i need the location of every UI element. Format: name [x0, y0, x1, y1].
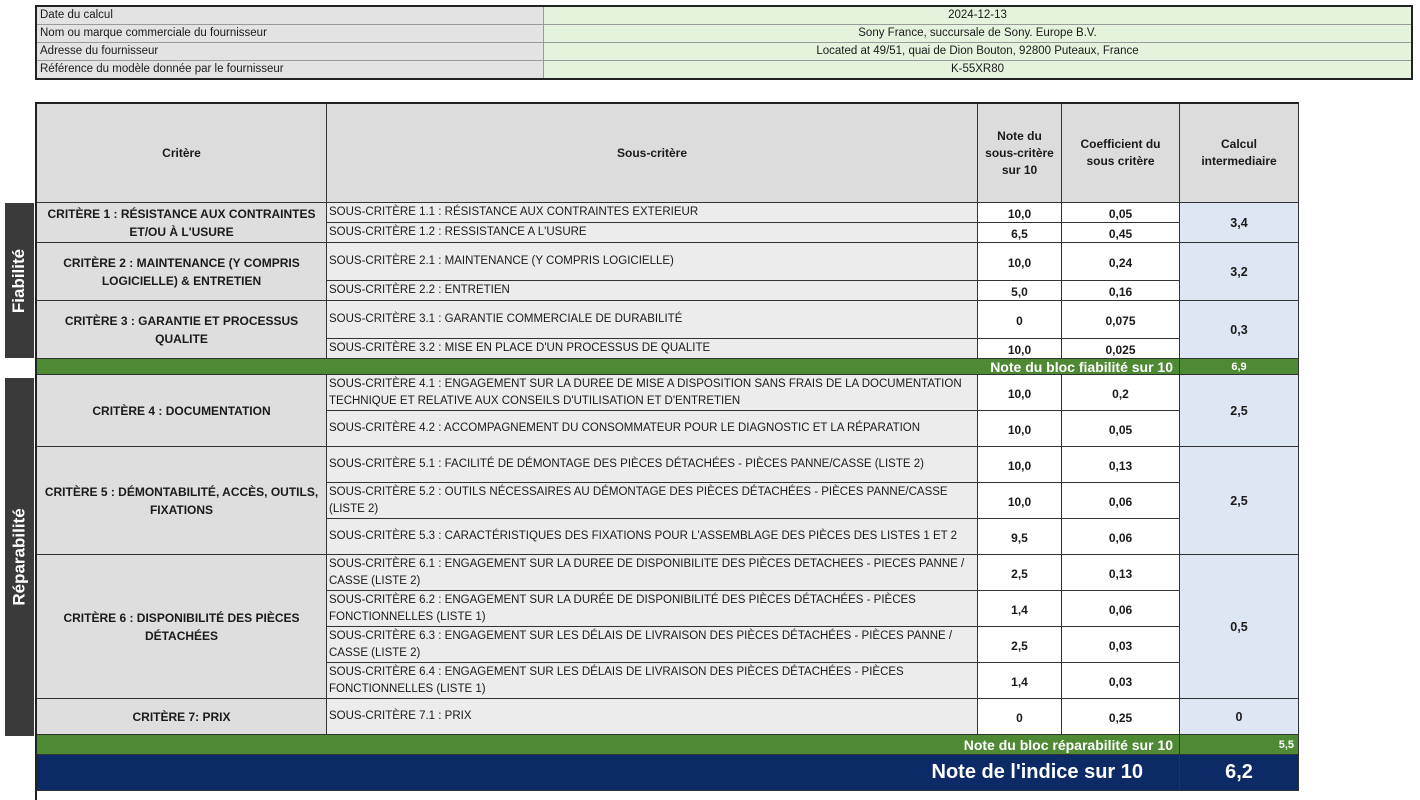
sous-critere-3-2: SOUS-CRITÈRE 3.2 : MISE EN PLACE D'UN PROCESSUS DE QUALITE: [327, 339, 978, 359]
bloc-reparabilite-label: Note du bloc réparabilité sur 10: [37, 735, 1180, 755]
info-row: [36, 61, 1412, 80]
coef-1-2: 0,45: [1062, 223, 1180, 243]
sous-critere-1-1: SOUS-CRITÈRE 1.1 : RÉSISTANCE AUX CONTRAINTES EXTERIEUR: [327, 203, 978, 223]
calcul-critere-4: 2,5: [1180, 375, 1299, 447]
coef-6-4: 0,03: [1062, 663, 1180, 699]
note-6-1: 2,5: [978, 555, 1062, 591]
info-row: [36, 43, 1412, 61]
sous-critere-1-2: SOUS-CRITÈRE 1.2 : RESSISTANCE A L'USURE: [327, 223, 978, 243]
coef-3-1: 0,075: [1062, 301, 1180, 339]
score-grid: [35, 102, 1299, 800]
fiabilite-side-label: Fiabilité: [5, 203, 34, 358]
coef-3-2: 0,025: [1062, 339, 1180, 359]
sous-critere-4-1: SOUS-CRITÈRE 4.1 : ENGAGEMENT SUR LA DUREE DE MISE A DISPOSITION SANS FRAIS DE LA DOCUMENTATION TECHNIQUE ET RELATIVE AUX CONSEILS D'UTILISATION ET D'ENTRETIEN: [327, 375, 978, 411]
indice-label: Note de l'indice sur 10: [37, 755, 1180, 791]
header-coefficient: Coefficient du sous critère: [1062, 104, 1180, 203]
bloc-reparabilite-value: 5,5: [1180, 735, 1299, 755]
calcul-critere-5: 2,5: [1180, 447, 1299, 555]
note-2-1: 10,0: [978, 243, 1062, 281]
critere-3: CRITÈRE 3 : GARANTIE ET PROCESSUS QUALITE: [37, 301, 327, 359]
note-5-3: 9,5: [978, 519, 1062, 555]
calcul-critere-1: 3,4: [1180, 203, 1299, 243]
note-1-2: 6,5: [978, 223, 1062, 243]
critere-5: CRITÈRE 5 : DÉMONTABILITÉ, ACCÈS, OUTILS, FIXATIONS: [37, 447, 327, 555]
note-4-2: 10,0: [978, 411, 1062, 447]
sous-critere-5-2: SOUS-CRITÈRE 5.2 : OUTILS NÉCESSAIRES AU DÉMONTAGE DES PIÈCES DÉTACHÉES - PIÈCES PANNE/CASSE (LISTE 2): [327, 483, 978, 519]
calcul-critere-6: 0,5: [1180, 555, 1299, 699]
sous-critere-2-1: SOUS-CRITÈRE 2.1 : MAINTENANCE (Y COMPRIS LOGICIELLE): [327, 243, 978, 281]
supplier-info-table: [35, 5, 1413, 80]
info-label: Référence du modèle donnée par le fournisseur: [36, 61, 544, 80]
coef-6-2: 0,06: [1062, 591, 1180, 627]
coef-4-2: 0,05: [1062, 411, 1180, 447]
info-value: Sony France, succursale de Sony. Europe B.V.: [544, 25, 1413, 43]
sous-critere-3-1: SOUS-CRITÈRE 3.1 : GARANTIE COMMERCIALE DE DURABILITÉ: [327, 301, 978, 339]
coef-2-2: 0,16: [1062, 281, 1180, 301]
bloc-fiabilite-label: Note du bloc fiabilité sur 10: [37, 359, 1180, 375]
calcul-critere-3: 0,3: [1180, 301, 1299, 359]
critere-7: CRITÈRE 7: PRIX: [37, 699, 327, 735]
note-6-2: 1,4: [978, 591, 1062, 627]
sous-critere-2-2: SOUS-CRITÈRE 2.2 : ENTRETIEN: [327, 281, 978, 301]
sous-critere-4-2: SOUS-CRITÈRE 4.2 : ACCOMPAGNEMENT DU CONSOMMATEUR POUR LE DIAGNOSTIC ET LA RÉPARATION: [327, 411, 978, 447]
note-5-1: 10,0: [978, 447, 1062, 483]
coef-2-1: 0,24: [1062, 243, 1180, 281]
note-2-2: 5,0: [978, 281, 1062, 301]
coef-6-3: 0,03: [1062, 627, 1180, 663]
note-7-1: 0: [978, 699, 1062, 735]
coef-4-1: 0,2: [1062, 375, 1180, 411]
sous-critere-6-2: SOUS-CRITÈRE 6.2 : ENGAGEMENT SUR LA DURÉE DE DISPONIBILITÉ DES PIÈCES DÉTACHÉES - PIÈCES FONCTIONNELLES (LISTE 1): [327, 591, 978, 627]
note-5-2: 10,0: [978, 483, 1062, 519]
note-6-3: 2,5: [978, 627, 1062, 663]
info-row: [36, 6, 1412, 25]
header-calcul: Calcul intermediaire: [1180, 104, 1299, 203]
critere-6: CRITÈRE 6 : DISPONIBILITÉ DES PIÈCES DÉTACHÉES: [37, 555, 327, 699]
sous-critere-6-3: SOUS-CRITÈRE 6.3 : ENGAGEMENT SUR LES DÉLAIS DE LIVRAISON DES PIÈCES DÉTACHÉES - PIÈCES PANNE / CASSE (LISTE 2): [327, 627, 978, 663]
critere-2: CRITÈRE 2 : MAINTENANCE (Y COMPRIS LOGICIELLE) & ENTRETIEN: [37, 243, 327, 301]
sous-critere-5-1: SOUS-CRITÈRE 5.1 : FACILITÉ DE DÉMONTAGE DES PIÈCES DÉTACHÉES - PIÈCES PANNE/CASSE (LISTE 2): [327, 447, 978, 483]
coef-6-1: 0,13: [1062, 555, 1180, 591]
coef-5-3: 0,06: [1062, 519, 1180, 555]
info-label: Date du calcul: [36, 6, 544, 25]
sous-critere-6-1: SOUS-CRITÈRE 6.1 : ENGAGEMENT SUR LA DUREE DE DISPONIBILITE DES PIÈCES DETACHEES - PIECES PANNE / CASSE (LISTE 2): [327, 555, 978, 591]
note-6-4: 1,4: [978, 663, 1062, 699]
coef-5-1: 0,13: [1062, 447, 1180, 483]
header-sous-critere: Sous-critère: [327, 104, 978, 203]
bloc-fiabilite-value: 6,9: [1180, 359, 1299, 375]
info-label: Adresse du fournisseur: [36, 43, 544, 61]
sous-critere-6-4: SOUS-CRITÈRE 6.4 : ENGAGEMENT SUR LES DÉLAIS DE LIVRAISON DES PIÈCES DÉTACHÉES - PIÈCES FONCTIONNELLES (LISTE 1): [327, 663, 978, 699]
header-note: Note du sous-critère sur 10: [978, 104, 1062, 203]
info-value: 2024-12-13: [544, 6, 1413, 25]
info-value: Located at 49/51, quai de Dion Bouton, 92800 Puteaux, France: [544, 43, 1413, 61]
note-3-1: 0: [978, 301, 1062, 339]
critere-1: CRITÈRE 1 : RÉSISTANCE AUX CONTRAINTES ET/OU À L'USURE: [37, 203, 327, 243]
indice-value: 6,2: [1180, 755, 1299, 791]
sous-critere-5-3: SOUS-CRITÈRE 5.3 : CARACTÉRISTIQUES DES FIXATIONS POUR L'ASSEMBLAGE DES PIÈCES DES LISTES 1 ET 2: [327, 519, 978, 555]
note-4-1: 10,0: [978, 375, 1062, 411]
coef-5-2: 0,06: [1062, 483, 1180, 519]
info-value: K-55XR80: [544, 61, 1413, 80]
calcul-critere-7: 0: [1180, 699, 1299, 735]
header-critere: Critère: [37, 104, 327, 203]
info-label: Nom ou marque commerciale du fournisseur: [36, 25, 544, 43]
note-3-2: 10,0: [978, 339, 1062, 359]
coef-7-1: 0,25: [1062, 699, 1180, 735]
info-row: [36, 25, 1412, 43]
reparabilite-side-label: Réparabilité: [5, 378, 34, 736]
coef-1-1: 0,05: [1062, 203, 1180, 223]
note-1-1: 10,0: [978, 203, 1062, 223]
calcul-critere-2: 3,2: [1180, 243, 1299, 301]
critere-4: CRITÈRE 4 : DOCUMENTATION: [37, 375, 327, 447]
sous-critere-7-1: SOUS-CRITÈRE 7.1 : PRIX: [327, 699, 978, 735]
